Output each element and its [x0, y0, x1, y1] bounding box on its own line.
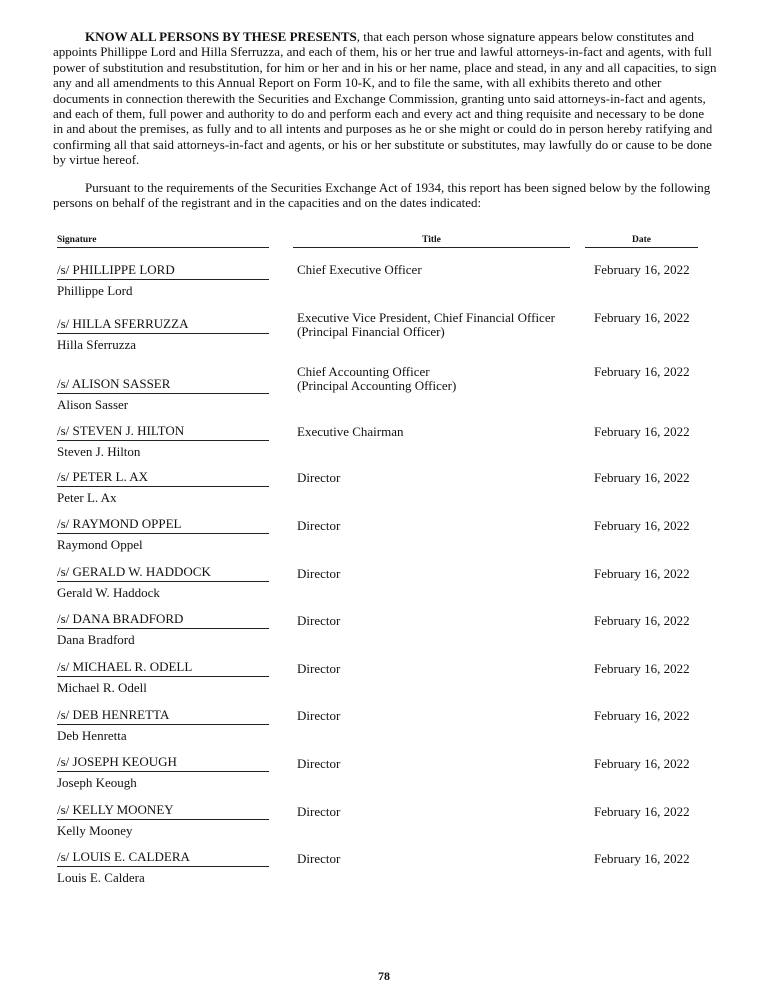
- power-of-attorney-text: , that each person whose signature appears below constitutes and appoints Phillippe Lord and Hilla Sferruzza, and each of them, his or her true and lawful attorneys-in-fact and agents, with full power of substitution and resubstitution, for him or her and in his or her name, place and stead, in any and all capacities, to sign any and all amendments to this Annual Report on Form 10-K, and to file the same, with all exhibits thereto and other documents in connection therewith the Securities and Exchange Commission, granting unto said attorneys-in-fact and agents, and each of them, full power and authority to do and perform each and every act and thing requisite and necessary to be done in and about the premises, as fully and to all intents and purposes as he or she might or could do in person hereby ratifying and confirming all that said attorneys-in-fact and agents, or his or her substitute or substitutes, may lawfully do or cause to be done by virtue hereof.: [53, 29, 717, 168]
- pursuant-paragraph: [53, 180, 717, 211]
- page-number: 78: [378, 969, 390, 983]
- signer-title: [297, 805, 340, 819]
- signature-date: February 16, 2022: [594, 804, 690, 819]
- date-column-header: Date: [585, 235, 698, 248]
- signature-column-header: Signature: [57, 235, 269, 248]
- signer-name: Alison Sasser: [57, 397, 129, 412]
- signature-line: /s/ STEVEN J. HILTON: [57, 424, 269, 441]
- signer-title-line: Executive Vice President, Chief Financial Officer: [297, 310, 555, 325]
- signature-date: February 16, 2022: [594, 566, 690, 581]
- signer-title-line: (Principal Financial Officer): [297, 323, 445, 339]
- signature-line: /s/ KELLY MOONEY: [57, 803, 269, 820]
- signer-name: Phillippe Lord: [57, 283, 133, 298]
- signer-title: [297, 757, 340, 771]
- signer-title-line: Director: [297, 613, 341, 628]
- signer-title: [297, 852, 340, 866]
- power-of-attorney-heading: KNOW ALL PERSONS BY THESE PRESENTS: [85, 29, 357, 44]
- signature-line: /s/ MICHAEL R. ODELL: [57, 660, 269, 677]
- signer-name: Hilla Sferruzza: [57, 337, 137, 352]
- pursuant-text: Pursuant to the requirements of the Securities Exchange Act of 1934, this report has been signed below by the following persons on behalf of the registrant and in the capacities and on the dates indicated:: [53, 180, 711, 211]
- signer-title-line: Director: [297, 518, 341, 533]
- signer-name: Kelly Mooney: [57, 823, 133, 838]
- signature-line: /s/ PETER L. AX: [57, 470, 269, 487]
- signature-date: February 16, 2022: [594, 364, 690, 379]
- signer-name: Deb Henretta: [57, 728, 127, 743]
- signature-date: February 16, 2022: [594, 262, 690, 277]
- signer-title-line: Director: [297, 804, 341, 819]
- signer-name: Joseph Keough: [57, 775, 137, 790]
- signer-name: Louis E. Caldera: [57, 870, 145, 885]
- signer-title: [297, 365, 456, 392]
- signature-line: /s/ PHILLIPPE LORD: [57, 263, 269, 280]
- signer-name: Gerald W. Haddock: [57, 585, 160, 600]
- signer-title: [297, 519, 340, 533]
- signer-title-line: Executive Chairman: [297, 424, 404, 439]
- signature-date: February 16, 2022: [594, 518, 690, 533]
- signer-title-line: Director: [297, 851, 341, 866]
- power-of-attorney-paragraph: [53, 29, 717, 168]
- signature-line: /s/ DEB HENRETTA: [57, 708, 269, 725]
- signature-date: February 16, 2022: [594, 756, 690, 771]
- signer-title: [297, 425, 404, 439]
- signature-date: February 16, 2022: [594, 613, 690, 628]
- signature-date: February 16, 2022: [594, 661, 690, 676]
- signature-line: /s/ HILLA SFERRUZZA: [57, 317, 269, 334]
- signer-title: [297, 263, 422, 277]
- signer-title: [297, 709, 340, 723]
- signer-name: Steven J. Hilton: [57, 444, 141, 459]
- signer-title-line: Director: [297, 566, 341, 581]
- signer-title: [297, 567, 340, 581]
- signature-line: /s/ DANA BRADFORD: [57, 612, 269, 629]
- signature-date: February 16, 2022: [594, 708, 690, 723]
- signer-name: Dana Bradford: [57, 632, 135, 647]
- signer-title-line: (Principal Accounting Officer): [297, 377, 457, 393]
- signature-date: February 16, 2022: [594, 470, 690, 485]
- signer-name: Michael R. Odell: [57, 680, 147, 695]
- signer-title-line: Director: [297, 470, 341, 485]
- signer-title-line: Director: [297, 708, 341, 723]
- signer-name: Peter L. Ax: [57, 490, 117, 505]
- signer-title-line: Director: [297, 661, 341, 676]
- signer-title-line: Chief Executive Officer: [297, 262, 422, 277]
- signature-line: /s/ LOUIS E. CALDERA: [57, 850, 269, 867]
- signature-line: /s/ ALISON SASSER: [57, 377, 269, 394]
- signature-date: February 16, 2022: [594, 424, 690, 439]
- signature-line: /s/ GERALD W. HADDOCK: [57, 565, 269, 582]
- title-column-header: Title: [293, 235, 570, 248]
- signer-name: Raymond Oppel: [57, 537, 143, 552]
- signer-title: [297, 614, 340, 628]
- signature-date: February 16, 2022: [594, 851, 690, 866]
- signer-title: [297, 311, 555, 338]
- signature-line: /s/ RAYMOND OPPEL: [57, 517, 269, 534]
- signature-line: /s/ JOSEPH KEOUGH: [57, 755, 269, 772]
- signer-title: [297, 471, 340, 485]
- signature-date: February 16, 2022: [594, 310, 690, 325]
- signer-title-line: Director: [297, 756, 341, 771]
- signer-title-line: Chief Accounting Officer: [297, 364, 430, 379]
- signer-title: [297, 662, 340, 676]
